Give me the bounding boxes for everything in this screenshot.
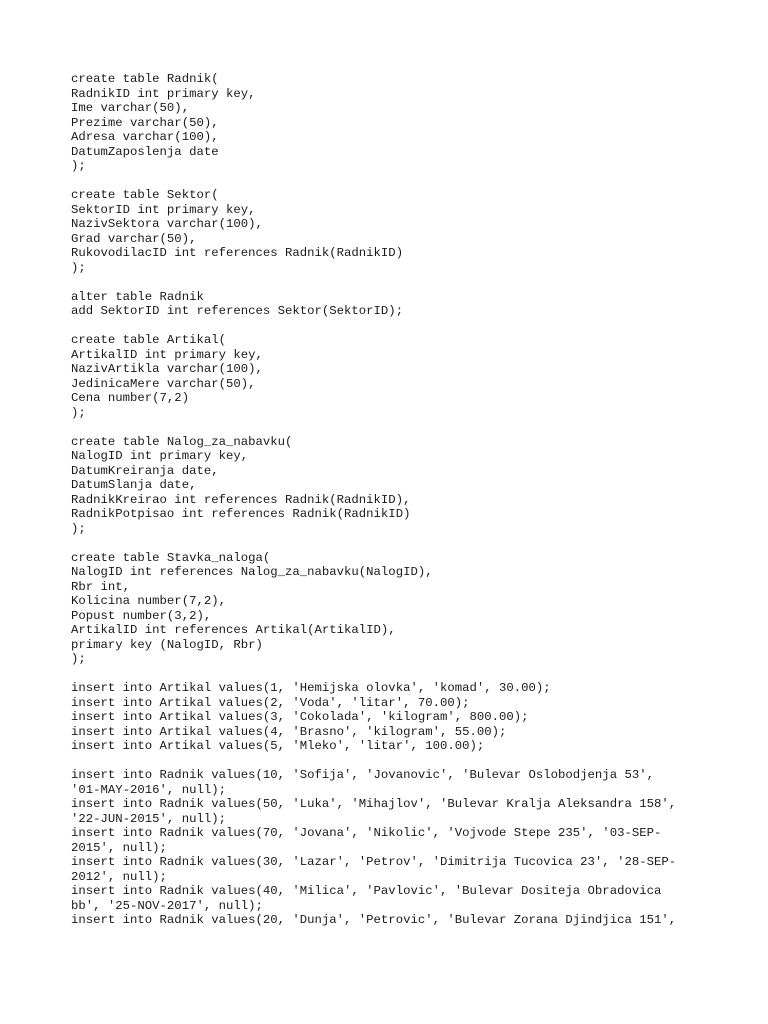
code-line: RadnikKreirao int references Radnik(RadnikID), [71,492,411,507]
code-line: Rbr int, [71,579,131,594]
code-line: create table Radnik( [71,72,219,86]
code-line: insert into Radnik values(50, 'Luka', 'Mihajlov', 'Bulevar Kralja Aleksandra 158', [71,797,677,811]
code-line: create table Stavka_naloga( [71,550,271,565]
code-line: NazivArtikla varchar(100), [71,362,263,376]
code-line: RadnikPotpisao int references Radnik(RadnikID) [71,507,411,521]
code-line: Kolicina number(7,2), [71,594,226,608]
code-line: create table Sektor( [71,188,219,202]
code-line: create table Nalog_za_nabavku( [71,434,293,449]
code-line: insert into Artikal values(5, 'Mleko', 'litar', 100.00); [71,739,485,753]
code-line: insert into Artikal values(2, 'Voda', 'litar', 70.00); [71,695,470,710]
code-line: insert into Radnik values(40, 'Milica', 'Pavlovic', 'Bulevar Dositeja Obradovica [71,884,662,898]
code-block-insert-into-radnik [71,768,731,928]
code-line: RukovodilacID int references Radnik(RadnikID) [71,246,404,260]
code-line: SektorID int primary key, [71,202,256,217]
code-line: ArtikalID int references Artikal(ArtikalID), [71,623,396,637]
code-line: NalogID int references Nalog_za_nabavku(NalogID), [71,565,433,579]
code-block-create-table-nalog-za-nabavku [71,435,731,537]
code-line: Popust number(3,2), [71,608,212,623]
code-block-create-table-radnik [71,72,731,174]
code-line: primary key (NalogID, Rbr) [71,637,263,652]
code-line: ); [71,652,86,666]
code-line: insert into Radnik values(70, 'Jovana', 'Nikolic', 'Vojvode Stepe 235', '03-SEP- [71,826,662,840]
code-line: insert into Radnik values(20, 'Dunja', 'Petrovic', 'Bulevar Zorana Djindjica 151', [71,913,677,927]
code-line: alter table Radnik [71,289,204,304]
code-line: JedinicaMere varchar(50), [71,376,256,391]
code-line: bb', '25-NOV-2017', null); [71,898,263,913]
code-line: insert into Radnik values(10, 'Sofija', 'Jovanovic', 'Bulevar Oslobodjenja 53', [71,768,654,782]
code-line: Adresa varchar(100), [71,130,219,144]
code-line: insert into Artikal values(1, 'Hemijska olovka', 'komad', 30.00); [71,681,551,695]
code-line: create table Artikal( [71,333,226,347]
code-line: DatumKreiranja date, [71,463,219,478]
code-line: NazivSektora varchar(100), [71,217,263,231]
code-line: Ime varchar(50), [71,101,190,115]
code-line: RadnikID int primary key, [71,86,256,101]
code-line: DatumZaposlenja date [71,144,219,159]
code-line: Prezime varchar(50), [71,115,219,130]
code-block-create-table-sektor [71,188,731,275]
code-line: insert into Artikal values(3, 'Cokolada', 'kilogram', 800.00); [71,710,529,724]
code-block-create-table-artikal [71,333,731,420]
code-block-alter-table-radnik [71,290,731,319]
code-line: insert into Artikal values(4, 'Brasno', 'kilogram', 55.00); [71,724,507,739]
code-line: add SektorID int references Sektor(SektorID); [71,304,404,318]
code-line: ); [71,159,86,173]
code-line: ArtikalID int primary key, [71,347,263,362]
code-line: 2015', null); [71,840,167,855]
code-line: ); [71,405,86,420]
code-block-create-table-stavka-naloga [71,551,731,667]
code-line: insert into Radnik values(30, 'Lazar', 'Petrov', 'Dimitrija Tucovica 23', '28-SEP- [71,855,677,869]
code-line: NalogID int primary key, [71,449,249,463]
code-line: '01-MAY-2016', null); [71,782,226,797]
sql-code-listing [71,72,731,942]
code-line: Grad varchar(50), [71,231,197,246]
code-line: DatumSlanja date, [71,478,197,492]
code-line: ); [71,260,86,275]
code-line: '22-JUN-2015', null); [71,811,226,826]
code-block-insert-into-artikal [71,681,731,754]
code-line: Cena number(7,2) [71,391,190,405]
code-line: 2012', null); [71,869,167,884]
code-line: ); [71,521,86,536]
